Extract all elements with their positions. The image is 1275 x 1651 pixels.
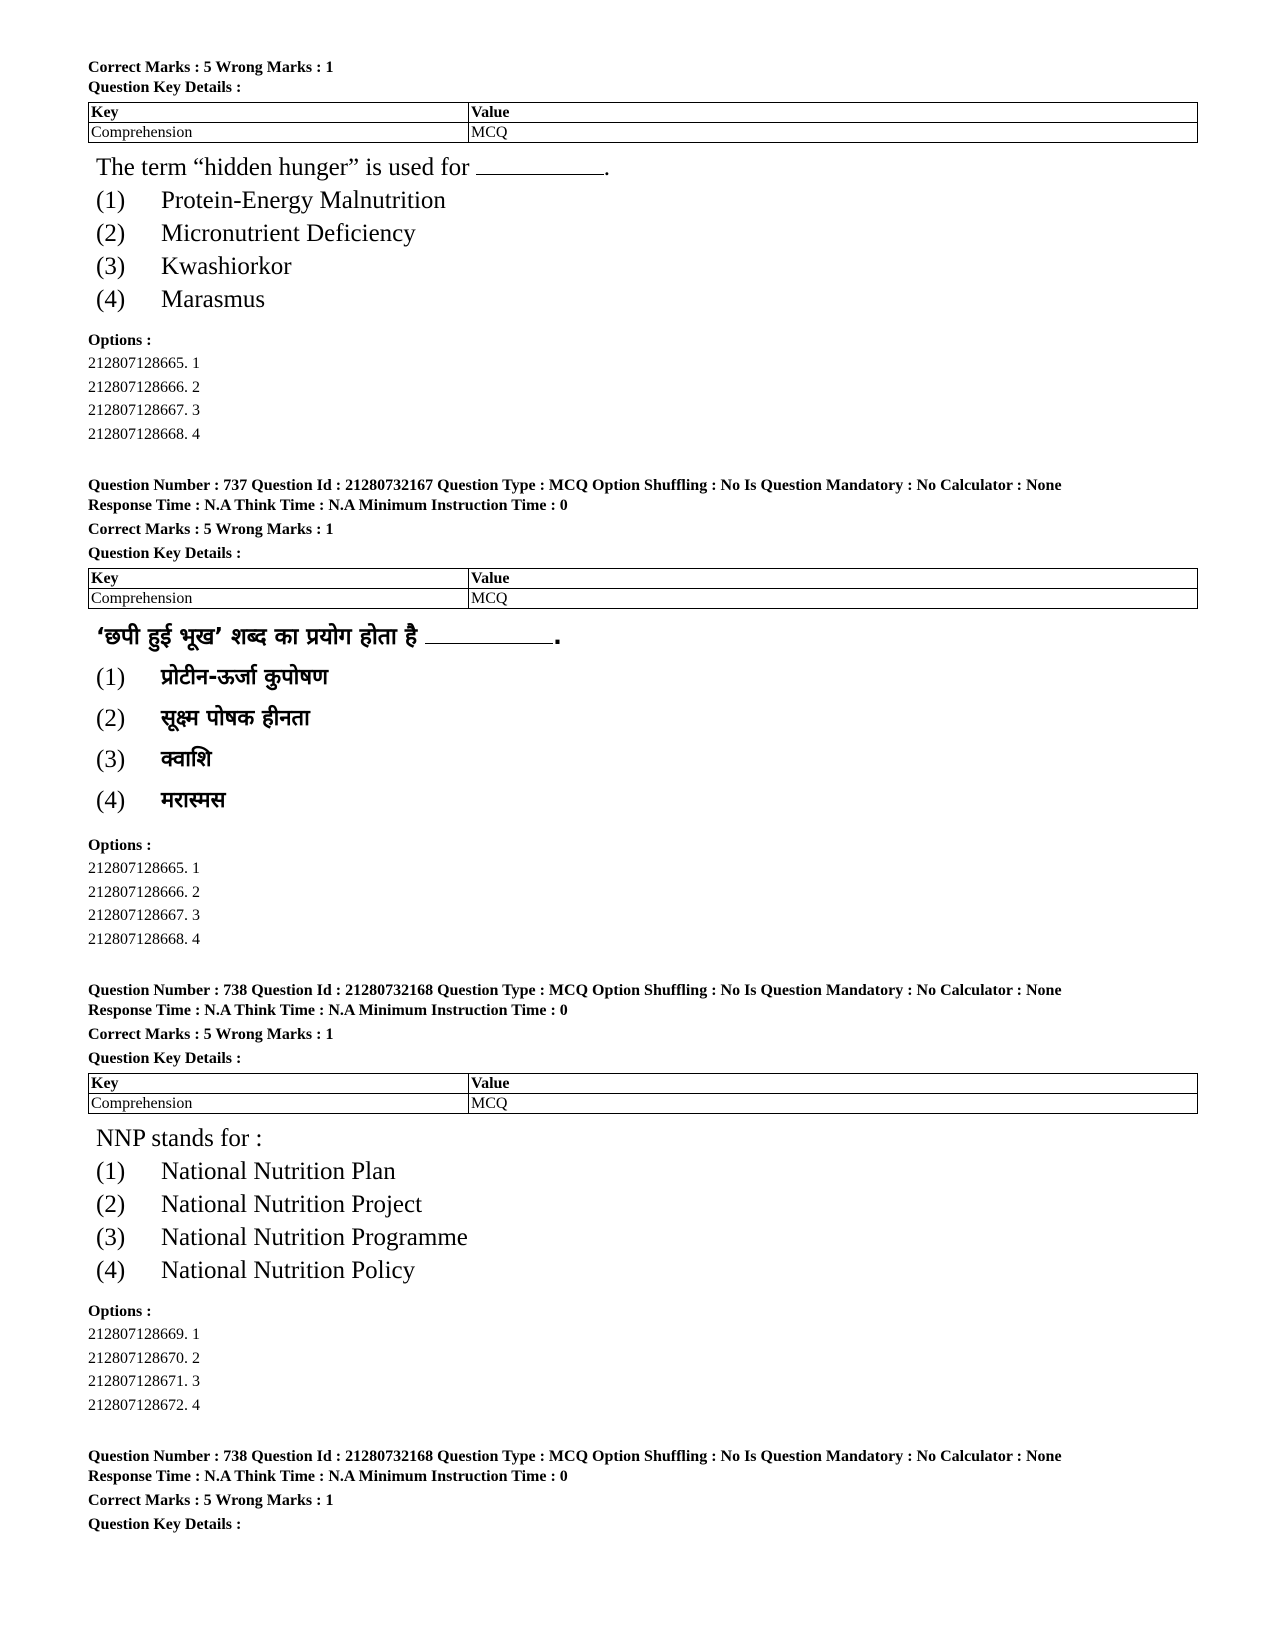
option-id: 212807128668. 4 bbox=[88, 425, 200, 443]
answer-option: (3) क्वाशि bbox=[96, 746, 212, 773]
question-image bbox=[96, 1122, 1200, 1287]
question-block bbox=[88, 476, 1200, 951]
question-text: NNP stands for : bbox=[96, 1125, 263, 1152]
options-label: Options : bbox=[88, 837, 152, 854]
option-id: 212807128672. 4 bbox=[88, 1396, 200, 1414]
table-header-row bbox=[89, 1074, 1198, 1094]
table-header-row bbox=[89, 569, 1198, 589]
table-row bbox=[89, 589, 1198, 609]
option-id: 212807128665. 1 bbox=[88, 860, 200, 877]
table-cell-key: Comprehension bbox=[89, 589, 469, 609]
table-header-value: Value bbox=[469, 103, 1198, 123]
question-text: The term “hidden hunger” is used for . bbox=[96, 154, 610, 181]
table-header-key: Key bbox=[89, 103, 469, 123]
option-id: 212807128667. 3 bbox=[88, 907, 200, 924]
question-block bbox=[88, 981, 1200, 1417]
key-details-label: Question Key Details : bbox=[88, 545, 242, 562]
table-header-row bbox=[89, 103, 1198, 123]
answer-option: (1) प्रोटीन-ऊर्जा कुपोषण bbox=[96, 664, 329, 691]
table-header-key: Key bbox=[89, 1074, 469, 1094]
key-details-table bbox=[88, 102, 1198, 143]
table-cell-key: Comprehension bbox=[89, 123, 469, 143]
marks-line: Correct Marks : 5 Wrong Marks : 1 bbox=[88, 1026, 334, 1043]
marks-line: Correct Marks : 5 Wrong Marks : 1 bbox=[88, 521, 334, 538]
answer-option: (2) National Nutrition Project bbox=[96, 1191, 423, 1218]
table-cell-value: MCQ bbox=[469, 123, 1198, 143]
question-header: Question Number : 737 Question Id : 21280732167 Question Type : MCQ Option Shuffling : No Is Question Mandatory : No Calculator : None bbox=[88, 477, 1062, 494]
answer-option: (1) Protein-Energy Malnutrition bbox=[96, 187, 446, 214]
answer-blank bbox=[476, 154, 604, 175]
table-cell-value: MCQ bbox=[469, 589, 1198, 609]
option-id: 212807128665. 1 bbox=[88, 355, 200, 372]
answer-option: (4) मरास्मस bbox=[96, 787, 226, 814]
option-id: 212807128666. 2 bbox=[88, 883, 200, 901]
option-id: 212807128671. 3 bbox=[88, 1373, 200, 1390]
table-cell-key: Comprehension bbox=[89, 1094, 469, 1114]
key-details-label: Question Key Details : bbox=[88, 79, 242, 96]
table-cell-value: MCQ bbox=[469, 1094, 1198, 1114]
document-page bbox=[88, 58, 1200, 1535]
response-line: Response Time : N.A Think Time : N.A Minimum Instruction Time : 0 bbox=[88, 1468, 568, 1485]
key-details-label: Question Key Details : bbox=[88, 1050, 242, 1067]
answer-option: (3) National Nutrition Programme bbox=[96, 1224, 468, 1251]
option-id: 212807128669. 1 bbox=[88, 1326, 200, 1343]
question-text: ‘छपी हुई भूख’ शब्द का प्रयोग होता है . bbox=[96, 624, 562, 650]
key-details-table bbox=[88, 1073, 1198, 1114]
question-image bbox=[96, 617, 1200, 821]
question-image bbox=[96, 151, 1200, 316]
marks-line: Correct Marks : 5 Wrong Marks : 1 bbox=[88, 1492, 334, 1509]
option-id: 212807128670. 2 bbox=[88, 1349, 200, 1367]
question-header: Question Number : 738 Question Id : 21280732168 Question Type : MCQ Option Shuffling : No Is Question Mandatory : No Calculator : None bbox=[88, 982, 1062, 999]
answer-option: (3) Kwashiorkor bbox=[96, 253, 292, 280]
key-details-table bbox=[88, 568, 1198, 609]
option-id: 212807128668. 4 bbox=[88, 930, 200, 948]
table-header-value: Value bbox=[469, 569, 1198, 589]
answer-option: (2) Micronutrient Deficiency bbox=[96, 220, 416, 247]
question-header: Question Number : 738 Question Id : 21280732168 Question Type : MCQ Option Shuffling : No Is Question Mandatory : No Calculator : None bbox=[88, 1448, 1062, 1465]
answer-option: (4) Marasmus bbox=[96, 286, 266, 313]
answer-blank bbox=[425, 623, 553, 644]
question-block bbox=[88, 1447, 1200, 1535]
option-id: 212807128667. 3 bbox=[88, 402, 200, 419]
response-line: Response Time : N.A Think Time : N.A Minimum Instruction Time : 0 bbox=[88, 1002, 568, 1019]
table-row bbox=[89, 123, 1198, 143]
table-row bbox=[89, 1094, 1198, 1114]
question-block bbox=[88, 58, 1200, 446]
options-label: Options : bbox=[88, 332, 152, 349]
table-header-key: Key bbox=[89, 569, 469, 589]
option-id: 212807128666. 2 bbox=[88, 378, 200, 396]
answer-option: (2) सूक्ष्म पोषक हीनता bbox=[96, 705, 310, 732]
table-header-value: Value bbox=[469, 1074, 1198, 1094]
marks-line: Correct Marks : 5 Wrong Marks : 1 bbox=[88, 59, 334, 76]
response-line: Response Time : N.A Think Time : N.A Minimum Instruction Time : 0 bbox=[88, 497, 568, 514]
answer-option: (1) National Nutrition Plan bbox=[96, 1158, 396, 1185]
answer-option: (4) National Nutrition Policy bbox=[96, 1257, 416, 1284]
options-label: Options : bbox=[88, 1303, 152, 1320]
key-details-label: Question Key Details : bbox=[88, 1516, 242, 1533]
